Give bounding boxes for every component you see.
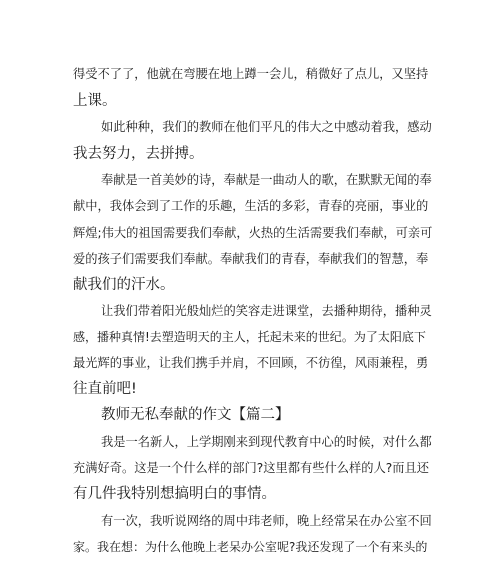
text-line: 献中，我体会到了工作的乐趣，生活的多彩，青春的亮丽，事业的 <box>73 199 429 213</box>
text-line: 家。我在想：为什么他晚上老呆办公室呢?我还发现了一个有来头的 <box>73 540 428 554</box>
text-line: 我是一名新人，上学期刚来到现代教育中心的时候，对什么都 <box>101 435 432 449</box>
text-line: 献我们的汗水。 <box>73 277 175 293</box>
text-line: 爱的孩子们需要我们奉献。奉献我们的青春，奉献我们的智慧，奉 <box>73 252 429 266</box>
text-line: 有几件我特别想搞明白的事情。 <box>73 486 276 502</box>
text-line: 充满好奇。这是一个什么样的部门?这里都有些什么样的人?而且还 <box>73 461 430 475</box>
text-line: 上课。 <box>73 93 117 109</box>
text-line: 如此种种，我们的教师在他们平凡的伟大之中感动着我，感动 <box>101 120 432 134</box>
text-line: 让我们带着阳光般灿烂的笑容走进课堂，去播种期待，播种灵 <box>101 304 432 318</box>
text-line: 感，播种真情!去塑造明天的主人，托起未来的世纪。为了太阳底下 <box>73 330 426 344</box>
text-line: 有一次，我听说网络的周中玮老师，晚上经常呆在办公室不回 <box>101 514 432 528</box>
text-line: 往直前吧! <box>73 381 137 397</box>
section-heading: 教师无私奉献的作文【篇二】 <box>101 407 290 423</box>
text-line: 得受不了了，他就在弯腰在地上蹲一会儿，稍微好了点儿，又坚持 <box>73 67 429 81</box>
text-line: 辉煌;伟大的祖国需要我们奉献，火热的生活需要我们奉献，可亲可 <box>73 226 433 240</box>
text-line: 奉献是一首美妙的诗，奉献是一曲动人的歌，在默默无闻的奉 <box>101 173 432 187</box>
text-line: 我去努力，去拼搏。 <box>73 146 204 162</box>
text-line: 最光辉的事业，让我们携手并肩，不回顾，不彷徨，风雨兼程，勇 <box>73 356 429 370</box>
